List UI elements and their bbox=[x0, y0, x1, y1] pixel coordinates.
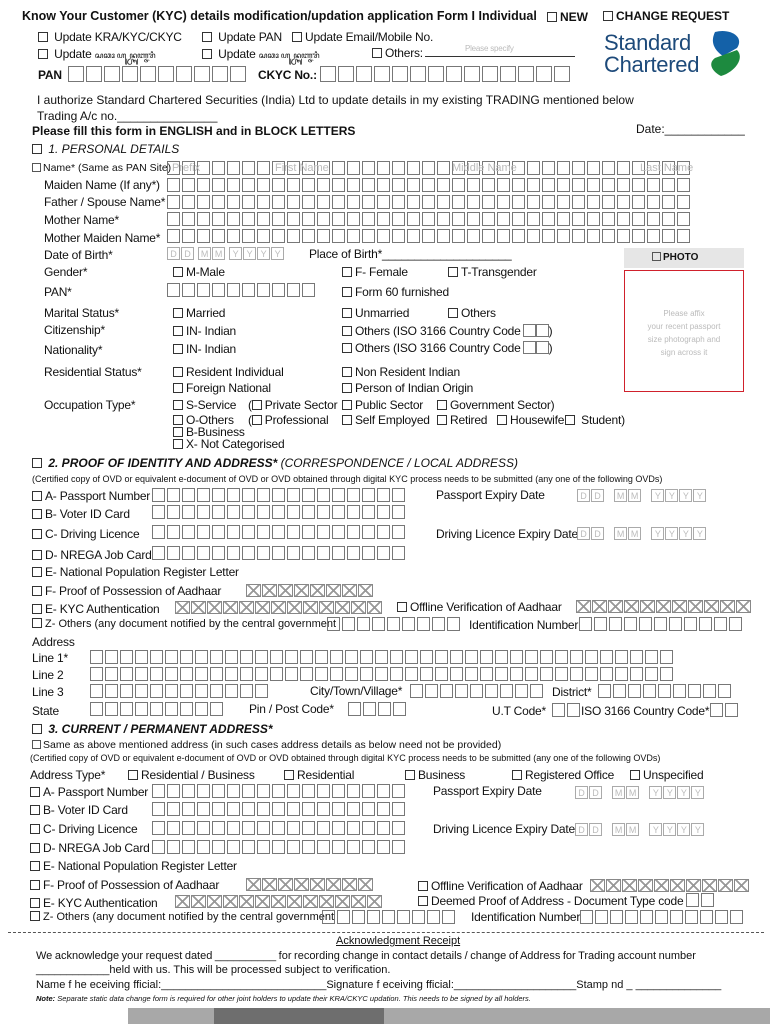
ack-receipt-title: Acknowledgment Receipt bbox=[336, 935, 461, 947]
s3-passport-option[interactable]: A- Passport Number bbox=[30, 785, 148, 799]
s3-deemed-boxes[interactable] bbox=[686, 893, 716, 909]
iso-code-boxes[interactable] bbox=[710, 703, 740, 719]
trading-account-line: Trading A/c no._______________ bbox=[37, 109, 218, 123]
update-pan-checkbox[interactable] bbox=[202, 32, 212, 42]
others-option[interactable]: Others: Please specify bbox=[372, 46, 575, 60]
name-checkbox[interactable] bbox=[32, 163, 41, 172]
update-kra-checkbox[interactable] bbox=[38, 32, 48, 42]
residential-label: Residential Status* bbox=[44, 365, 142, 379]
authorize-text: I authorize Standard Chartered Securities (India) Ltd to update details in my existing TRADING mentioned below bbox=[37, 93, 634, 107]
unmarried-option[interactable]: Unmarried bbox=[342, 306, 409, 320]
driving-licence-boxes[interactable] bbox=[152, 525, 407, 541]
occupation-others[interactable]: O-Others bbox=[173, 413, 234, 427]
s3-aadhaar-option[interactable]: F- Proof of Possession of Aadhaar bbox=[30, 878, 219, 892]
city-boxes[interactable] bbox=[410, 684, 545, 700]
state-boxes[interactable] bbox=[90, 702, 225, 718]
address-line3-label: Line 3 bbox=[32, 685, 64, 699]
s3-identification-boxes[interactable] bbox=[580, 910, 745, 926]
citizenship-label: Citizenship* bbox=[44, 323, 105, 337]
prefix-placeholder: Prefix bbox=[172, 162, 201, 174]
mother-name-label: Mother Name* bbox=[44, 213, 119, 227]
ovd-note-s3: (Certified copy of OVD or equivalent e-document of OVD or OVD obtained through digital KYC process needs to be submitted (any one of the following OVDs) bbox=[30, 753, 661, 763]
update-sig-checkbox-2[interactable] bbox=[202, 49, 212, 59]
address-line1-boxes[interactable] bbox=[90, 650, 675, 666]
s3-voter-boxes[interactable] bbox=[152, 802, 407, 818]
marital-others-option[interactable]: Others bbox=[448, 306, 496, 320]
address-line2-boxes[interactable] bbox=[90, 667, 675, 683]
section3-checkbox[interactable] bbox=[32, 724, 42, 734]
s3-z-others-option[interactable]: Z- Others (any document notified by the central government bbox=[30, 911, 334, 923]
mother-name-boxes[interactable] bbox=[167, 212, 692, 228]
change-request-checkbox[interactable] bbox=[603, 11, 613, 21]
occupation-public[interactable]: Public Sector bbox=[342, 398, 423, 412]
brand-logo-text: Standard Chartered bbox=[604, 30, 700, 77]
district-boxes[interactable] bbox=[598, 684, 733, 700]
s3-npr-option[interactable]: E- National Population Register Letter bbox=[30, 859, 237, 873]
passport-expiry-input[interactable]: D D M M Y Y Y Y bbox=[577, 489, 707, 502]
footer-bar bbox=[0, 1008, 770, 1024]
ovd-note: (Certified copy of OVD or equivalent e-document of OVD or OVD obtained through digital KYC process needs to be submitted (any one of the following OVDs) bbox=[32, 474, 663, 484]
occupation-private[interactable]: ( Private Sector bbox=[248, 398, 338, 412]
father-name-boxes[interactable] bbox=[167, 195, 692, 211]
offline-masked-boxes bbox=[576, 600, 752, 613]
s3-passport-expiry-input[interactable]: D D M M Y Y Y Y bbox=[575, 786, 705, 799]
voter-id-option[interactable]: B- Voter ID Card bbox=[32, 507, 130, 521]
photo-box[interactable]: Please affix your recent passport size photograph and sign across it bbox=[624, 270, 744, 392]
identification-number-label: Identification Number bbox=[469, 618, 579, 632]
s3-z-others-boxes[interactable] bbox=[322, 910, 457, 926]
occupation-housewife[interactable]: Housewife bbox=[497, 413, 564, 427]
marital-label: Marital Status* bbox=[44, 306, 120, 320]
ack-line1: We acknowledge your request dated __________ for recording change in contact details / change of Address for Trading account number bbox=[36, 950, 696, 962]
s3-dl-expiry-label: Driving Licence Expiry Date bbox=[433, 822, 575, 836]
dl-expiry-label: Driving Licence Expiry Date bbox=[436, 527, 578, 541]
fill-instruction: Please fill this form in ENGLISH and in BLOCK LETTERS bbox=[32, 124, 356, 138]
new-checkbox[interactable] bbox=[547, 12, 557, 22]
s3-offline-option[interactable]: Offline Verification of Aadhaar bbox=[418, 879, 583, 893]
pan-row-boxes[interactable] bbox=[167, 283, 317, 299]
update-email-option[interactable]: Update Email/Mobile No. bbox=[292, 30, 433, 44]
address-type-label: Address Type* bbox=[30, 768, 106, 782]
section-current-address: 3. CURRENT / PERMANENT ADDRESS* bbox=[32, 722, 273, 736]
pio-option[interactable]: Person of Indian Origin bbox=[342, 381, 473, 395]
driving-licence-option[interactable]: C- Driving Licence bbox=[32, 527, 139, 541]
s3-passport-boxes[interactable] bbox=[152, 784, 407, 800]
last-name-placeholder: Last Name bbox=[640, 162, 694, 174]
resident-individual-option[interactable]: Resident Individual bbox=[173, 365, 284, 379]
married-option[interactable]: Married bbox=[173, 306, 225, 320]
s3-identification-label: Identification Number bbox=[471, 910, 581, 924]
nationality-label: Nationality* bbox=[44, 343, 103, 357]
update-pan-option[interactable]: Update PAN bbox=[202, 30, 282, 44]
voter-id-boxes[interactable] bbox=[152, 505, 407, 521]
others-placeholder: Please specify bbox=[464, 44, 514, 53]
father-name-label: Father / Spouse Name* bbox=[44, 195, 166, 209]
gender-label: Gender* bbox=[44, 265, 88, 279]
passport-number-boxes[interactable] bbox=[152, 488, 407, 504]
addr-type-reg[interactable]: Registered Office bbox=[512, 768, 614, 782]
aadhaar-masked-boxes bbox=[246, 584, 374, 597]
occupation-label: Occupation Type* bbox=[44, 398, 136, 412]
first-name-placeholder: First Name bbox=[275, 162, 329, 174]
ack-line2: ____________held with us. This will be processed subject to verification. bbox=[36, 964, 391, 976]
s3-dl-option[interactable]: C- Driving Licence bbox=[30, 822, 137, 836]
update-sig-option-1[interactable]: Update ꦱꦕꦴ ꦲꦸꦤ꧀ꦕꦸꦚ꧀ꦗꦫꦶ bbox=[38, 47, 155, 66]
signature-scribble-1: ꦱꦕꦴ ꦲꦸꦤ꧀ꦕꦸꦚ꧀ꦗꦫꦶ bbox=[94, 51, 156, 60]
gender-female[interactable]: F- Female bbox=[342, 265, 408, 279]
maiden-name-label: Maiden Name (If any*) bbox=[44, 178, 160, 192]
name-row-label: Name* (Same as PAN Site) bbox=[32, 162, 171, 174]
s3-nrega-boxes[interactable] bbox=[152, 840, 407, 856]
nrega-boxes[interactable] bbox=[152, 546, 407, 562]
form-title: Know Your Customer (KYC) details modification/updation application Form I Individual bbox=[22, 9, 537, 23]
name-input-boxes[interactable] bbox=[167, 161, 692, 177]
s3-voter-option[interactable]: B- Voter ID Card bbox=[30, 803, 128, 817]
pin-label: Pin / Post Code* bbox=[249, 702, 334, 716]
update-sig-checkbox-1[interactable] bbox=[38, 49, 48, 59]
s3-nrega-option[interactable]: D- NREGA Job Card bbox=[30, 841, 150, 855]
occupation-self-employed[interactable]: Self Employed bbox=[342, 413, 430, 427]
s3-aadhaar-masked-boxes bbox=[246, 878, 374, 891]
s3-ekyc-option[interactable]: E- KYC Authentication bbox=[30, 896, 158, 910]
pan-input-boxes[interactable] bbox=[68, 66, 248, 82]
mother-maiden-label: Mother Maiden Name* bbox=[44, 231, 161, 245]
signature-scribble-2: ꦱꦕꦴ ꦲꦸꦤ꧀ꦕꦸꦚ꧀ꦗꦫꦶ bbox=[258, 51, 320, 60]
ekyc-masked-boxes bbox=[175, 601, 383, 614]
standard-chartered-logo-icon bbox=[705, 28, 747, 80]
section1-checkbox[interactable] bbox=[32, 144, 42, 154]
address-line3-boxes[interactable] bbox=[90, 684, 270, 700]
address-line1-label: Line 1* bbox=[32, 651, 68, 665]
citizen-others-option[interactable]: Others (ISO 3166 Country Code ) bbox=[342, 324, 552, 338]
middle-name-placeholder: Middle Name bbox=[452, 162, 517, 174]
address-label: Address bbox=[32, 635, 75, 649]
s3-dl-boxes[interactable] bbox=[152, 821, 407, 837]
district-label: District* bbox=[552, 685, 592, 699]
section-proof-identity: 2. PROOF OF IDENTITY AND ADDRESS* (CORRESPONDENCE / LOCAL ADDRESS) bbox=[32, 456, 518, 470]
mother-maiden-boxes[interactable] bbox=[167, 229, 692, 245]
passport-option[interactable]: A- Passport Number bbox=[32, 489, 150, 503]
s3-dl-expiry-input[interactable]: D D M M Y Y Y Y bbox=[575, 823, 705, 836]
passport-expiry-label: Passport Expiry Date bbox=[436, 488, 545, 502]
occupation-student[interactable]: Student) bbox=[565, 413, 625, 427]
occupation-service[interactable]: S-Service bbox=[173, 398, 236, 412]
addr-type-unsp[interactable]: Unspecified bbox=[630, 768, 704, 782]
ekyc-option[interactable]: E- KYC Authentication bbox=[32, 602, 160, 616]
ut-code-boxes[interactable] bbox=[552, 703, 582, 719]
offline-verification-option[interactable]: Offline Verification of Aadhaar bbox=[397, 600, 562, 614]
state-label: State bbox=[32, 704, 60, 718]
dob-input[interactable]: D D M M Y Y Y Y bbox=[167, 247, 285, 260]
pin-boxes[interactable] bbox=[348, 702, 408, 718]
section2-checkbox[interactable] bbox=[32, 458, 42, 468]
photo-header: PHOTO bbox=[624, 248, 744, 268]
same-address-option[interactable]: Same as above mentioned address (in such cases address details as below need not be provided) bbox=[32, 739, 501, 751]
nationality-indian-option[interactable]: IN- Indian bbox=[173, 342, 236, 356]
address-line2-label: Line 2 bbox=[32, 668, 64, 682]
occupation-business[interactable]: B-Business bbox=[173, 425, 245, 439]
gender-male[interactable]: M-Male bbox=[173, 265, 225, 279]
nationality-others-option[interactable]: Others (ISO 3166 Country Code ) bbox=[342, 341, 552, 355]
nri-option[interactable]: Non Resident Indian bbox=[342, 365, 460, 379]
foreign-national-option[interactable]: Foreign National bbox=[173, 381, 271, 395]
form60-option[interactable]: Form 60 furnished bbox=[342, 285, 449, 299]
citizen-indian-option[interactable]: IN- Indian bbox=[173, 324, 236, 338]
maiden-name-boxes[interactable] bbox=[167, 178, 692, 194]
dl-expiry-input[interactable]: D D M M Y Y Y Y bbox=[577, 527, 707, 540]
ckyc-input-boxes[interactable] bbox=[320, 66, 572, 82]
dob-label: Date of Birth* bbox=[44, 248, 113, 262]
change-request-option[interactable]: CHANGE REQUEST bbox=[603, 9, 729, 23]
occupation-govt[interactable]: Government Sector) bbox=[437, 398, 554, 412]
aadhaar-possession-option[interactable]: F- Proof of Possession of Aadhaar bbox=[32, 584, 221, 598]
update-sig-option-2[interactable]: Update ꦱꦕꦴ ꦲꦸꦤ꧀ꦕꦸꦚ꧀ꦗꦫꦶ bbox=[202, 47, 319, 66]
cut-line-divider bbox=[8, 932, 764, 933]
addr-type-resbus[interactable]: Residential / Business bbox=[128, 768, 255, 782]
npr-option[interactable]: E- National Population Register Letter bbox=[32, 565, 239, 579]
section-personal-details: 1. PERSONAL DETAILS bbox=[32, 142, 179, 156]
photo-checkbox[interactable] bbox=[652, 252, 661, 261]
new-option[interactable]: NEW bbox=[547, 10, 588, 24]
date-field[interactable]: Date:____________ bbox=[636, 122, 745, 136]
s3-offline-masked-boxes bbox=[590, 879, 750, 892]
occupation-retired[interactable]: Retired bbox=[437, 413, 487, 427]
s3-deemed-option[interactable]: Deemed Proof of Address - Document Type code bbox=[418, 894, 683, 908]
update-kra-option[interactable]: Update KRA/KYC/CKYC bbox=[38, 30, 182, 44]
pan-row-label: PAN* bbox=[44, 285, 72, 299]
others-checkbox[interactable] bbox=[372, 48, 382, 58]
s3-passport-expiry-label: Passport Expiry Date bbox=[433, 784, 542, 798]
update-email-checkbox[interactable] bbox=[292, 32, 302, 42]
gender-transgender[interactable]: T-Transgender bbox=[448, 265, 537, 279]
occupation-professional[interactable]: ( Professional bbox=[248, 413, 329, 427]
s3-ekyc-masked-boxes bbox=[175, 895, 383, 908]
pan-label: PAN bbox=[38, 68, 62, 82]
note-text: Note: Separate static data change form is required for other joint holders to update their KRA/CKYC updation. This needs to be signed by all holders. bbox=[36, 994, 531, 1003]
nrega-option[interactable]: D- NREGA Job Card bbox=[32, 548, 152, 562]
addr-type-res[interactable]: Residential bbox=[284, 768, 354, 782]
iso-code-label: ISO 3166 Country Code* bbox=[581, 704, 710, 718]
z-others-option[interactable]: Z- Others (any document notified by the central government bbox=[32, 618, 336, 630]
city-label: City/Town/Village* bbox=[310, 684, 403, 698]
occupation-not-categorised[interactable]: X- Not Categorised bbox=[173, 437, 284, 451]
ack-line3: Name f he eceiving fficial:___________________________Signature f eceiving fficial:____________________Stamp nd _ ______________ bbox=[36, 979, 722, 991]
z-others-boxes[interactable] bbox=[327, 617, 462, 633]
place-of-birth-field[interactable]: Place of Birth*____________________ bbox=[309, 247, 512, 261]
ckyc-label: CKYC No.: bbox=[258, 68, 317, 82]
identification-number-boxes[interactable] bbox=[579, 617, 744, 633]
ut-code-label: U.T Code* bbox=[492, 704, 547, 718]
addr-type-bus[interactable]: Business bbox=[405, 768, 465, 782]
